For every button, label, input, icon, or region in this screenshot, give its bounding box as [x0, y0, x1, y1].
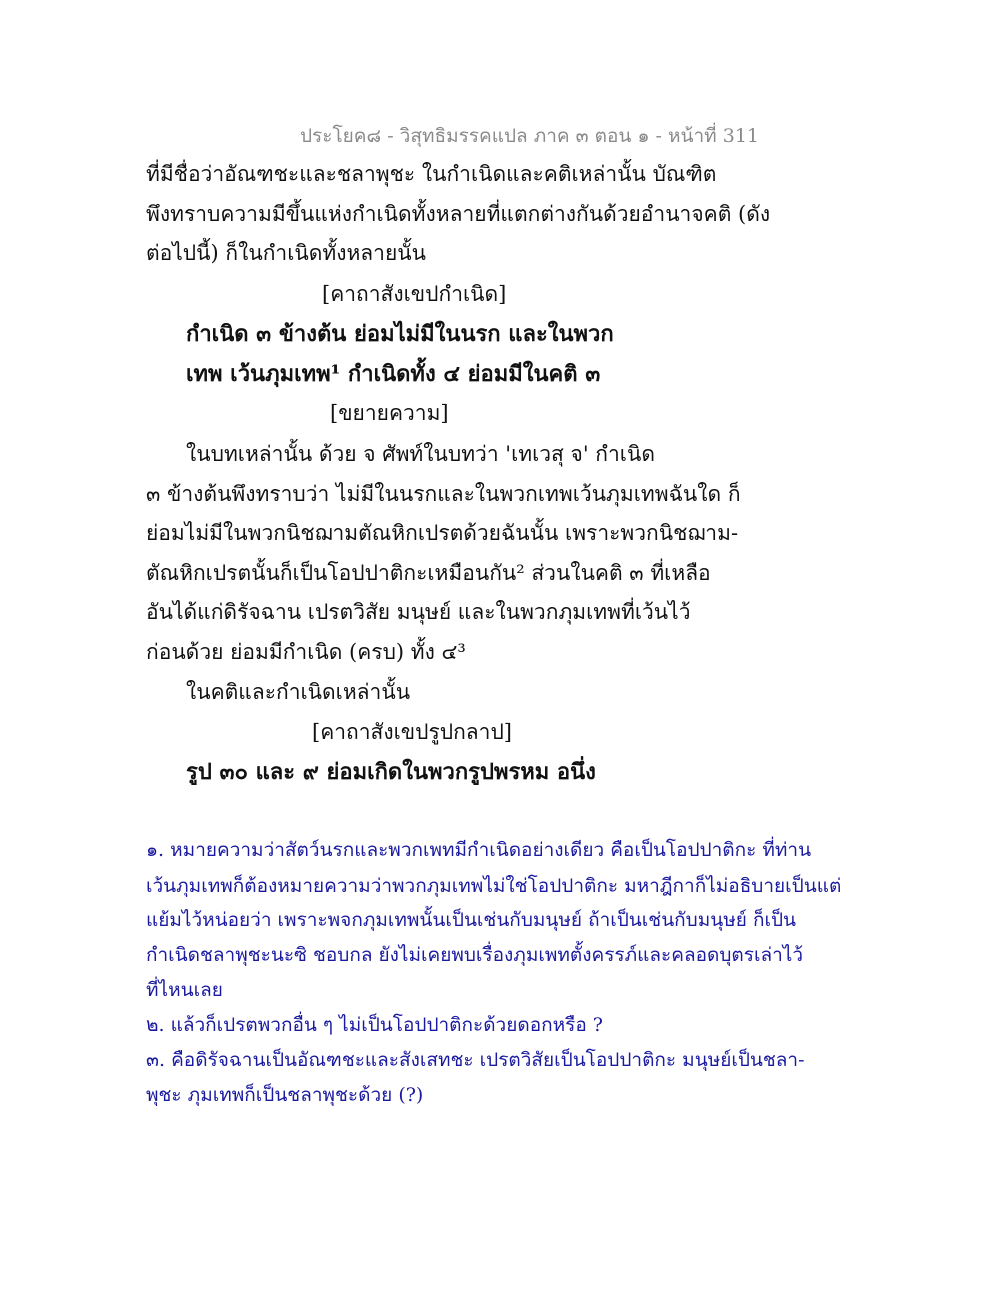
footnote-line: กำเนิดชลาพุชะนะซิ ชอบกล ยังไม่เคยพบเรื่องภุมเพทตั้งครรภ์และคลอดบุตรเล่าไว้ — [146, 944, 803, 966]
body-text-line: ในคติและกำเนิดเหล่านั้น — [186, 680, 411, 704]
verse-line: รูป ๓๐ และ ๙ ย่อมเกิดในพวกรูปพรหม อนึ่ง — [186, 759, 596, 785]
footnote-line: ๓. คือดิรัจฉานเป็นอัณฑชะและสังเสทชะ เปรตวิสัยเป็นโอปปาติกะ มนุษย์เป็นชลา- — [146, 1049, 805, 1071]
body-text-line: ต่อไปนี้) ก็ในกำเนิดทั้งหลายนั้น — [146, 241, 426, 265]
verse-line: เทพ เว้นภุมเทพ¹ กำเนิดทั้ง ๔ ย่อมมีในคติ ๓ — [186, 361, 601, 387]
footnote-line: พุชะ ภุมเทพก็เป็นชลาพุชะด้วย (?) — [146, 1084, 424, 1106]
body-text-line: ตัณหิกเปรตนั้นก็เป็นโอปปาติกะเหมือนกัน² ส่วนในคติ ๓ ที่เหลือ — [146, 561, 711, 585]
body-text-line: ย่อมไม่มีในพวกนิชฌามตัณหิกเปรตด้วยฉันนั้น เพราะพวกนิชฌาม- — [146, 521, 739, 545]
section-heading: [คาถาสังเขปกำเนิด] — [322, 282, 507, 306]
footnote-line: ๒. แล้วก็เปรตพวกอื่น ๆ ไม่เป็นโอปปาติกะด้วยดอกหรือ ? — [146, 1014, 603, 1036]
verse-line: กำเนิด ๓ ข้างต้น ย่อมไม่มีในนรก และในพวก — [186, 321, 614, 347]
footnote-line: ๑. หมายความว่าสัตว์นรกและพวกเพทมีกำเนิดอย่างเดียว คือเป็นโอปปาติกะ ที่ท่าน — [146, 839, 812, 861]
body-text-line: ในบทเหล่านั้น ด้วย จ ศัพท์ในบทว่า 'เทเวสุ จ' กำเนิด — [186, 442, 655, 466]
body-text-line: อันได้แก่ดิรัจฉาน เปรตวิสัย มนุษย์ และในพวกภุมเทพที่เว้นไว้ — [146, 600, 691, 624]
section-heading: [คาถาสังเขปรูปกลาป] — [312, 720, 512, 744]
page-header: ประโยค๘ - วิสุทธิมรรคแปล ภาค ๓ ตอน ๑ - หน้าที่ 311 — [300, 125, 760, 147]
body-text-line: พึงทราบความมีขึ้นแห่งกำเนิดทั้งหลายที่แตกต่างกันด้วยอำนาจคติ (ดัง — [146, 202, 771, 226]
footnote-line: เว้นภุมเทพก็ต้องหมายความว่าพวกภุมเทพไม่ใช่โอปปาติกะ มหาฎีกาก็ไม่อธิบายเป็นแต่ — [146, 875, 842, 897]
body-text-line: ๓ ข้างต้นพึงทราบว่า ไม่มีในนรกและในพวกเทพเว้นภุมเทพฉันใด ก็ — [146, 482, 741, 506]
body-text-line: ก่อนด้วย ย่อมมีกำเนิด (ครบ) ทั้ง ๔³ — [146, 640, 466, 664]
section-heading: [ขยายความ] — [330, 401, 449, 425]
body-text-line: ที่มีชื่อว่าอัณฑชะและชลาพุชะ ในกำเนิดและคติเหล่านั้น บัณฑิต — [146, 162, 717, 186]
footnote-line: แย้มไว้หน่อยว่า เพราะพจกภุมเทพนั้นเป็นเช่นกับมนุษย์ ถ้าเป็นเช่นกับมนุษย์ ก็เป็น — [146, 909, 796, 931]
footnote-line: ที่ไหนเลย — [146, 979, 223, 1001]
